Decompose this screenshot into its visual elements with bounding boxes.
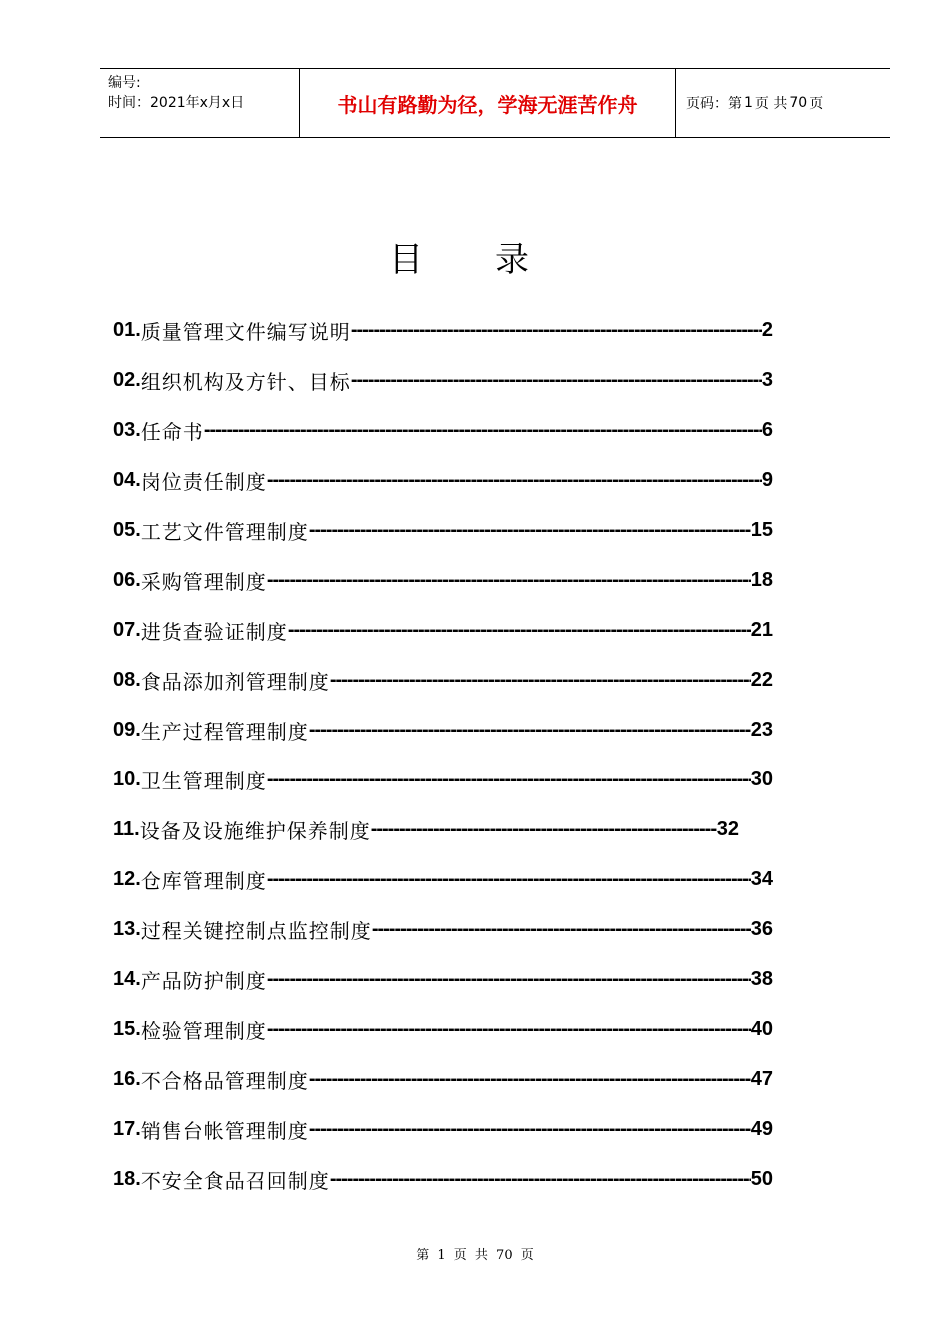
toc-label: 进货查验证制度 (140, 619, 288, 644)
toc-number: 05. (113, 519, 141, 541)
toc-leader (288, 619, 751, 642)
toc-leader (309, 519, 751, 542)
toc-label: 卫生管理制度 (140, 769, 267, 794)
toc-entry[interactable] (113, 1154, 773, 1204)
page-footer: 第 1 页 共 70 页 (416, 1248, 534, 1263)
page-header (100, 68, 890, 138)
toc-leader (267, 868, 751, 891)
toc-label: 检验管理制度 (140, 1018, 267, 1043)
toc-page: 30 (750, 768, 773, 791)
page-info-total: 70 (789, 95, 808, 111)
toc-page: 40 (750, 1017, 773, 1040)
toc-number: 04. (113, 469, 141, 492)
toc-page: 38 (750, 968, 773, 991)
toc-page: 32 (716, 818, 739, 841)
toc-leader (330, 1168, 751, 1191)
toc-number: 09. (113, 718, 141, 741)
toc-number: 06. (113, 568, 141, 591)
toc-page: 34 (750, 868, 773, 891)
toc-entry[interactable] (113, 506, 773, 556)
toc-label: 过程关键控制点监控制度 (140, 919, 372, 944)
table-of-contents (113, 306, 773, 1204)
toc-leader (267, 1018, 751, 1041)
toc-leader (309, 1068, 751, 1091)
toc-entry[interactable] (113, 1104, 773, 1154)
toc-label: 岗位责任制度 (140, 470, 267, 495)
date-label: 时间：2021年x月x日 (108, 95, 245, 111)
toc-label: 产品防护制度 (140, 969, 267, 994)
toc-entry[interactable] (113, 406, 773, 456)
toc-entry[interactable] (113, 655, 773, 705)
toc-leader (351, 319, 762, 342)
toc-number: 17. (113, 1117, 141, 1140)
toc-leader (267, 968, 751, 991)
toc-entry[interactable] (113, 1054, 773, 1104)
toc-page: 2 (761, 319, 773, 342)
toc-page: 36 (750, 918, 773, 941)
toc-number: 10. (113, 768, 141, 791)
toc-entry[interactable] (113, 905, 773, 955)
page-info-mid: 页 共 (754, 96, 788, 112)
toc-page: 21 (750, 618, 773, 641)
page-info-num: 1 (744, 95, 753, 111)
toc-page: 6 (761, 419, 773, 442)
toc-label: 生产过程管理制度 (140, 719, 309, 744)
toc-entry[interactable] (113, 955, 773, 1005)
toc-number: 16. (113, 1067, 141, 1090)
toc-page: 15 (750, 519, 773, 541)
toc-label: 工艺文件管理制度 (140, 520, 309, 544)
page-title: 目录 (389, 240, 601, 280)
toc-page: 49 (750, 1117, 773, 1140)
toc-entry[interactable] (113, 456, 773, 506)
toc-entry[interactable] (113, 855, 773, 905)
toc-number: 14. (113, 968, 141, 991)
toc-label: 采购管理制度 (140, 569, 267, 594)
toc-page: 23 (750, 718, 773, 741)
toc-entry[interactable] (113, 705, 773, 755)
toc-leader (371, 818, 717, 841)
toc-entry[interactable] (113, 805, 773, 855)
toc-number: 08. (113, 668, 141, 691)
toc-page: 22 (750, 668, 773, 691)
toc-number: 02. (113, 369, 141, 392)
toc-entry[interactable] (113, 605, 773, 655)
toc-number: 07. (113, 618, 141, 641)
toc-label: 组织机构及方针、目标 (140, 370, 351, 395)
number-label: 编号: (108, 75, 141, 91)
toc-number: 11. (113, 818, 140, 841)
toc-leader (351, 369, 762, 392)
toc-entry[interactable] (113, 306, 773, 356)
toc-leader (309, 1118, 751, 1141)
toc-entry[interactable] (113, 356, 773, 406)
toc-leader (267, 569, 751, 592)
toc-page: 3 (761, 369, 773, 392)
toc-label: 设备及设施维护保养制度 (139, 819, 371, 844)
toc-label: 质量管理文件编写说明 (140, 320, 351, 345)
toc-leader (372, 918, 751, 941)
header-motto: 书山有路勤为径，学海无涯苦作舟 (300, 69, 676, 137)
toc-label: 不合格品管理制度 (140, 1068, 309, 1093)
header-page-info (676, 69, 890, 137)
page-info-end: 页 (809, 96, 824, 112)
toc-page: 18 (750, 568, 773, 591)
toc-label: 销售台帐管理制度 (140, 1118, 309, 1143)
toc-page: 47 (750, 1067, 773, 1090)
toc-entry[interactable] (113, 755, 773, 805)
toc-leader (309, 719, 751, 742)
toc-leader (204, 419, 762, 442)
toc-number: 13. (113, 918, 141, 941)
toc-label: 不安全食品召回制度 (140, 1168, 330, 1193)
toc-label: 食品添加剂管理制度 (140, 669, 330, 694)
toc-number: 15. (113, 1017, 141, 1040)
toc-leader (267, 469, 762, 492)
toc-entry[interactable] (113, 555, 773, 605)
toc-page: 9 (761, 469, 773, 492)
toc-number: 03. (113, 419, 141, 442)
toc-number: 12. (113, 868, 141, 891)
toc-page: 50 (750, 1167, 773, 1190)
toc-label: 仓库管理制度 (140, 869, 267, 894)
header-meta (100, 69, 300, 137)
toc-leader (330, 669, 751, 692)
toc-number: 01. (113, 319, 141, 342)
toc-entry[interactable] (113, 1004, 773, 1054)
toc-number: 18. (113, 1167, 141, 1190)
page-info-label: 页码：第 (686, 96, 742, 112)
toc-leader (267, 768, 751, 791)
toc-label: 任命书 (140, 420, 204, 445)
